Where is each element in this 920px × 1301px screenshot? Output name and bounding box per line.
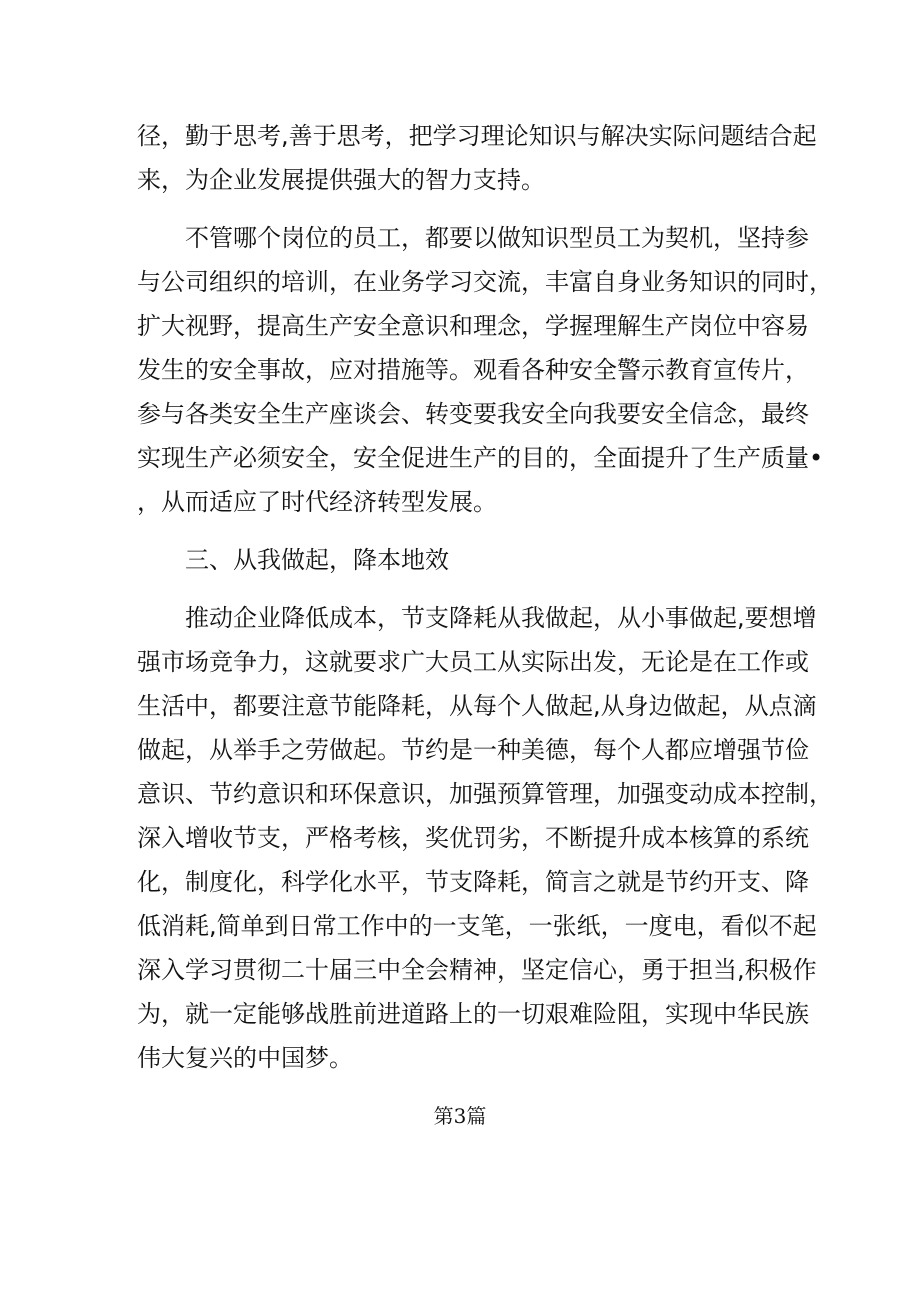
text-line: 生活中，都要注意节能降耗，从每个人做起,从身边做起，从点滴	[137, 692, 817, 720]
text-line: 深入增收节支，严格考核，奖优罚劣，不断提升成本核算的系统	[137, 824, 809, 852]
paragraph-continuation	[137, 114, 817, 202]
text-line: 强市场竞争力，这就要求广大员工从实际出发，无论是在工作或	[137, 648, 809, 676]
section-label: 第3篇	[433, 1104, 487, 1128]
text-line: 深入学习贯彻二十届三中全会精神，坚定信心，勇于担当,积极作	[137, 956, 817, 984]
text-line: 来，为企业发展提供强大的智力支持。	[137, 166, 545, 194]
text-line: 实现生产必须安全，安全促进生产的目的，全面提升了生产质量•	[137, 444, 824, 472]
section-heading-text: 三、从我做起，降本地效	[185, 546, 449, 574]
paragraph-cost-reduction	[137, 596, 833, 1080]
text-line: 扩大视野，提高生产安全意识和理念，学握理解生产岗位中容易	[137, 312, 809, 340]
text-line: 参与各类安全生产座谈会、转变要我安全向我要安全信念，最终	[137, 400, 809, 428]
text-line: 为，就一定能够战胜前进道路上的一切艰难险阻，实现中华民族	[137, 1000, 809, 1028]
section-heading	[137, 538, 797, 582]
text-line: 发生的安全事故，应对措施等。观看各种安全警示教育宣传片，	[137, 356, 809, 384]
text-line: 推动企业降低成本，节支降耗从我做起，从小事做起,要想增	[185, 604, 817, 632]
text-line: 低消耗,简单到日常工作中的一支笔，一张纸，一度电，看似不起	[137, 912, 817, 940]
text-line: 不管哪个岗位的员工，都要以做知识型员工为契机，坚持参	[185, 224, 809, 252]
text-line: 与公司组织的培训，在业务学习交流，丰富自身业务知识的同时，	[137, 268, 833, 296]
text-line: 径，勤于思考,善于思考，把学习理论知识与解决实际问题结合起	[137, 122, 817, 150]
text-line: ，从而适应了时代经济转型发展。	[137, 488, 497, 516]
paragraph-training	[137, 216, 833, 524]
text-line: 意识、节约意识和环保意识，加强预算管理，加强变动成本控制，	[137, 780, 833, 808]
text-line: 伟大复兴的中国梦。	[137, 1044, 353, 1072]
text-line: 化，制度化，科学化水平，节支降耗，简言之就是节约开支、降	[137, 868, 809, 896]
text-line: 做起，从举手之劳做起。节约是一种美德，每个人都应增强节俭	[137, 736, 809, 764]
